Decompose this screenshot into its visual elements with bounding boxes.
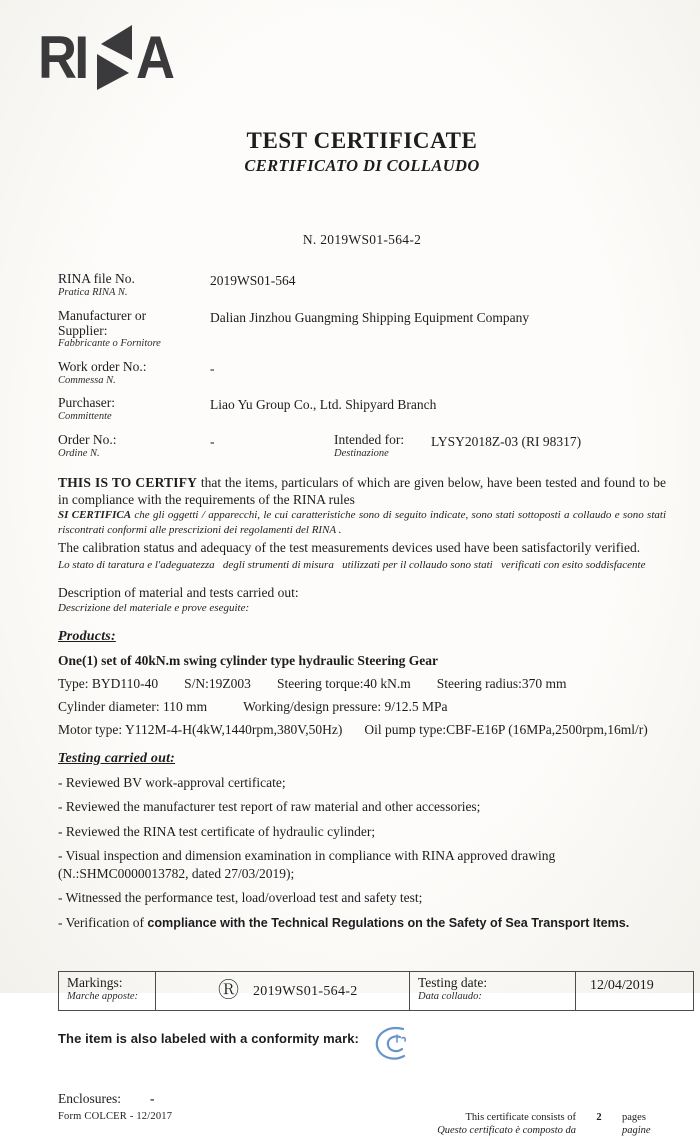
registered-mark-icon: Ⓡ <box>218 977 239 1002</box>
description-block <box>58 584 666 615</box>
description-en: Description of material and tests carried out: <box>58 585 299 601</box>
certify-rest-it: che gli oggetti / apparecchi, le cui caratteristiche sono di seguito indicate, sono stati sottoposti a collaudo e sono stati riscontrati conformi alle prescrizioni dei regolamenti del RINA . <box>58 509 667 536</box>
spec-pressure: Working/design pressure: 9/12.5 MPa <box>243 698 448 714</box>
field-label <box>58 272 210 299</box>
label-it: Pratica RINA N. <box>58 287 128 299</box>
field-value: - <box>210 433 215 449</box>
label-en: Order No.: <box>58 431 117 447</box>
testing-date-label-cell <box>409 972 575 1010</box>
field-value: Dalian Jinzhou Guangming Shipping Equipment Company <box>210 309 530 325</box>
label-en: Markings: <box>67 975 123 991</box>
markings-table <box>58 971 694 1011</box>
field-rows <box>58 272 666 460</box>
description-it: Descrizione del materiale e prove eseguite: <box>58 602 250 615</box>
products-heading: Products: <box>58 628 116 644</box>
calibration-statement-en: The calibration status and adequacy of the test measurements devices used have been satisfactorily verified. <box>58 539 641 555</box>
spec-type: Type: BYD110-40 <box>58 675 159 691</box>
spec-cylinder: Cylinder diameter: 110 mm <box>58 698 208 714</box>
logo-letters-right: A <box>136 24 173 91</box>
field-label <box>58 309 210 351</box>
enclosures-label: Enclosures: <box>58 1091 121 1107</box>
markings-label-cell <box>59 972 155 1010</box>
certification-statement <box>58 474 666 615</box>
marking-number: 2019WS01-564-2 <box>253 984 358 1000</box>
page-count-block <box>437 1111 666 1137</box>
conformity-label: The item is also labeled with a conformity mark: <box>58 1031 359 1047</box>
certify-paragraph-it <box>58 508 666 537</box>
field-value: - <box>210 361 215 377</box>
field-value: Liao Yu Group Co., Ltd. Shipyard Branch <box>210 397 437 413</box>
spec-row <box>58 722 666 738</box>
testing-date-value-cell: 12/04/2019 <box>575 972 693 1010</box>
label-it: Committente <box>58 411 112 423</box>
markings-value-cell <box>155 972 409 1010</box>
spec-serial: S/N:19Z003 <box>184 675 251 691</box>
logo-letters-left: RI <box>38 24 87 91</box>
label-it: Destinazione <box>334 447 389 459</box>
field-value: LYSY2018Z-03 (RI 98317) <box>431 433 582 449</box>
spec-oil-pump: Oil pump type:CBF-E16P (16MPa,2500rpm,16ml/r) <box>364 721 648 737</box>
pages-count: 2 <box>596 1112 602 1124</box>
pages-count-spacer <box>576 1124 622 1137</box>
label-it: Commessa N. <box>58 374 116 386</box>
certify-rest-en: that the items, particulars of which are given below, have been tested and found to be in compliance with the requirements of the RINA rules <box>58 475 667 508</box>
field-manufacturer <box>58 309 666 351</box>
field-order-intended <box>58 433 666 460</box>
certificate-number: N. 2019WS01-564-2 <box>302 232 422 248</box>
page-subtitle: CERTIFICATO DI COLLAUDO <box>244 156 480 176</box>
spec-torque: Steering torque:40 kN.m <box>276 675 411 691</box>
spec-radius: Steering radius:370 mm <box>436 675 567 691</box>
rina-logo-n-icon <box>88 24 138 92</box>
field-value: 2019WS01-564 <box>210 273 296 289</box>
label-it: Ordine N. <box>58 447 100 459</box>
certify-lead-en: THIS IS TO CERTIFY <box>58 475 198 491</box>
label-en: Purchaser: <box>58 395 115 411</box>
conformity-row <box>58 1031 666 1065</box>
field-rina-file <box>58 272 666 299</box>
testing-item: - Witnessed the performance test, load/overload test and safety test; <box>58 890 423 906</box>
verification-prefix: - Verification of <box>58 914 148 930</box>
verification-bold: compliance with the Technical Regulations on the Safety of Sea Transport Items. <box>147 915 630 930</box>
enclosures-row <box>58 1091 666 1107</box>
certify-lead-it: SI CERTIFICA <box>58 509 132 522</box>
pages-label-it: pagine <box>622 1125 651 1137</box>
conformity-stamp-icon <box>373 1025 419 1065</box>
label-en: Intended for: <box>334 431 405 447</box>
testing-item: - Reviewed the RINA test certificate of hydraulic cylinder; <box>58 823 376 839</box>
label-en: RINA file No. <box>58 271 135 287</box>
label-it: Marche apposte: <box>67 991 139 1003</box>
rina-logo <box>38 24 176 92</box>
footer <box>58 1111 666 1137</box>
consists-en: This certificate consists of <box>465 1112 576 1124</box>
spec-row <box>58 676 666 692</box>
pages-label-en: pages <box>622 1112 646 1124</box>
testing-item: - Visual inspection and dimension examination in compliance with RINA approved drawing (N.:SHMC0000013782, dated 27/03/2019); <box>58 848 556 881</box>
product-summary: One(1) set of 40kN.m swing cylinder type hydraulic Steering Gear <box>58 652 438 668</box>
label-en: Work order No.: <box>58 359 147 375</box>
field-label <box>58 396 210 423</box>
testing-item-verification <box>58 914 666 932</box>
spec-motor: Motor type: Y112M-4-H(4kW,1440rpm,380V,50Hz) <box>58 721 343 737</box>
form-code: Form COLCER - 12/2017 <box>58 1111 173 1123</box>
testing-item: - Reviewed the manufacturer test report of raw material and other accessories; <box>58 799 481 815</box>
label-it: Data collaudo: <box>418 991 482 1003</box>
spec-row <box>58 699 666 715</box>
consists-it: Questo certificato è composto da <box>437 1125 576 1137</box>
field-label <box>58 360 210 387</box>
label-en: Testing date: <box>418 975 488 991</box>
calibration-statement-it: Lo stato di taratura e l'adeguatezza degli strumenti di misura utilizzati per il collaudo sono stati verificati con esito soddisfacente <box>58 558 646 571</box>
field-label <box>58 433 210 460</box>
testing-heading: Testing carried out: <box>58 750 176 766</box>
field-label <box>334 433 431 460</box>
page-title: TEST CERTIFICATE <box>246 128 478 153</box>
testing-item: - Reviewed BV work-approval certificate; <box>58 774 286 790</box>
label-it: Fabbricante o Fornitore <box>58 338 161 350</box>
field-work-order <box>58 360 666 387</box>
label-en: Manufacturer or Supplier: <box>58 307 147 338</box>
certify-paragraph-en <box>58 474 666 508</box>
enclosures-value: - <box>150 1091 155 1107</box>
field-purchaser <box>58 396 666 423</box>
